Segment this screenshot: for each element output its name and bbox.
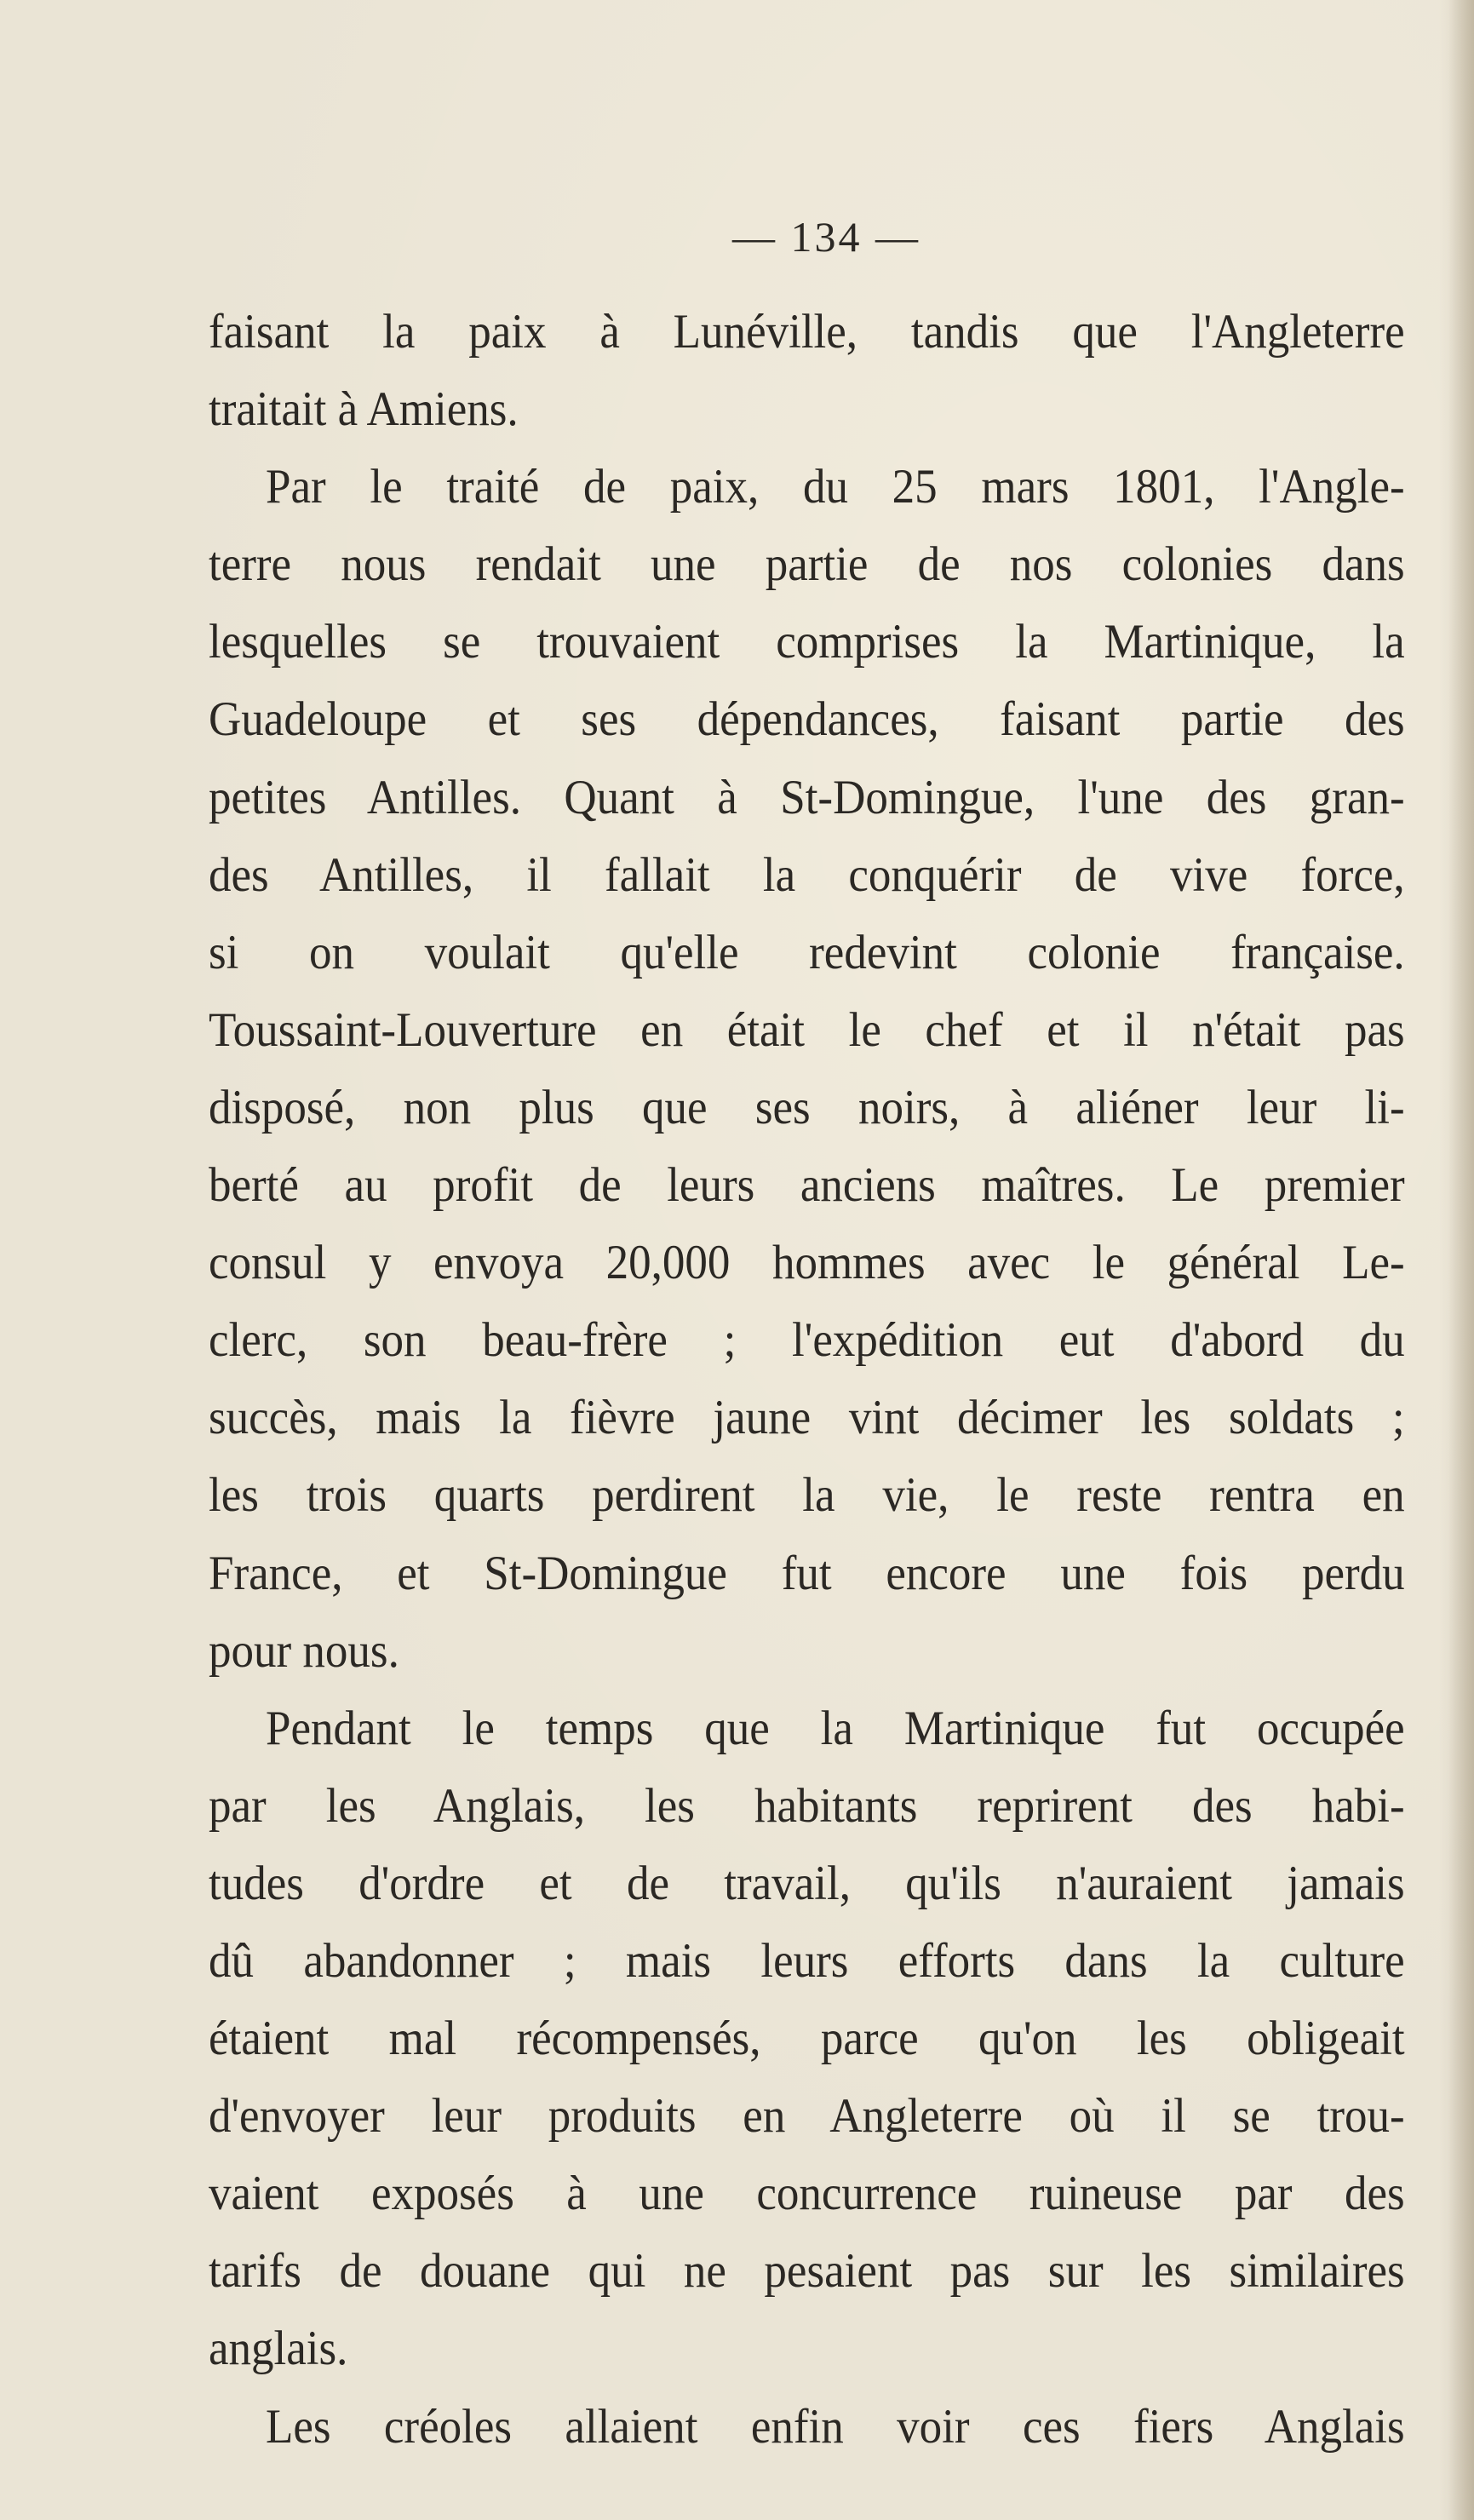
text-line: Guadeloupe et ses dépendances, faisant partie des [209, 692, 1405, 747]
text-line: disposé, non plus que ses noirs, à aliéner leur li- [209, 1080, 1405, 1134]
text-line: vaient exposés à une concurrence ruineuse par des [209, 2167, 1405, 2221]
text-line: Les créoles allaient enfin voir ces fiers Anglais [265, 2399, 1405, 2454]
text-line: consul y envoya 20,000 hommes avec le général Le- [209, 1236, 1405, 1290]
text-line: d'envoyer leur produits en Angleterre où il se trou- [209, 2089, 1405, 2144]
text-line: pour nous. [209, 1623, 399, 1678]
text-line: dû abandonner ; mais leurs efforts dans la culture [209, 1933, 1405, 1988]
text-line: par les Anglais, les habitants reprirent des habi- [209, 1778, 1405, 1833]
text-line: tarifs de douane qui ne pesaient pas sur les similaires [209, 2244, 1405, 2299]
text-line: France, et St-Domingue fut encore une fois perdu [209, 1546, 1405, 1600]
text-line: traitait à Amiens. [209, 382, 519, 437]
page-edge-shadow [1448, 0, 1474, 2520]
text-line: Pendant le temps que la Martinique fut occupée [265, 1701, 1405, 1755]
text-line: des Antilles, il fallait la conquérir de vive force, [209, 847, 1405, 902]
page-number: — 134 — [732, 213, 921, 261]
text-line: si on voulait qu'elle redevint colonie française. [209, 925, 1405, 979]
text-line: tudes d'ordre et de travail, qu'ils n'auraient jamais [209, 1856, 1405, 1910]
text-line: Par le traité de paix, du 25 mars 1801, l'Angle- [265, 460, 1405, 514]
text-line: anglais. [209, 2322, 348, 2376]
body-text [209, 293, 1405, 2465]
text-line: clerc, son beau-frère ; l'expédition eut d'abord du [209, 1313, 1405, 1368]
text-line: terre nous rendait une partie de nos colonies dans [209, 537, 1405, 592]
text-line: lesquelles se trouvaient comprises la Martinique, la [209, 615, 1405, 669]
text-line: succès, mais la fièvre jaune vint décimer les soldats ; [209, 1391, 1405, 1445]
text-line: Toussaint-Louverture en était le chef et il n'était pas [209, 1002, 1405, 1057]
text-line: berté au profit de leurs anciens maîtres. Le premier [209, 1158, 1405, 1213]
text-line: étaient mal récompensés, parce qu'on les obligeait [209, 2012, 1405, 2066]
text-line: petites Antilles. Quant à St-Domingue, l'une des gran- [209, 770, 1405, 824]
text-line: les trois quarts perdirent la vie, le reste rentra en [209, 1468, 1405, 1523]
text-line: faisant la paix à Lunéville, tandis que l'Angleterre [209, 305, 1405, 359]
